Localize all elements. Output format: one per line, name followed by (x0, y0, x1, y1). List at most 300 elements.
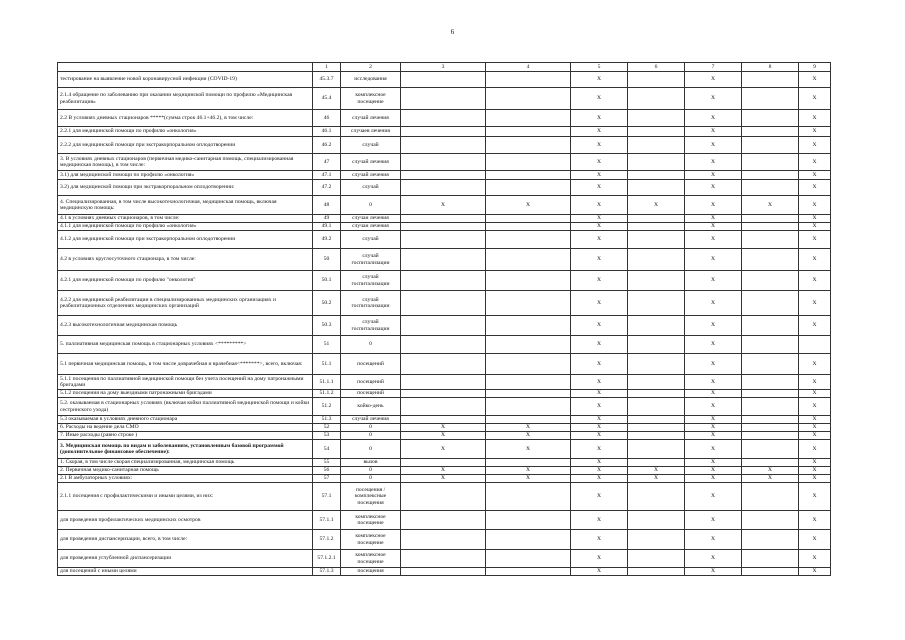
value-cell (401, 390, 486, 398)
column-header: 4 (486, 63, 571, 72)
value-cell: X (685, 196, 742, 215)
row-number: 50 (313, 249, 341, 271)
value-cell: X (401, 196, 486, 215)
row-unit: койко-день (341, 398, 401, 416)
table-row (58, 550, 831, 568)
value-cell (628, 249, 685, 271)
row-name: 2.2.2 для медицинской помощи при экстракорпоральном оплодотворении (58, 137, 313, 154)
value-cell: X (571, 390, 628, 398)
value-cell (486, 530, 571, 550)
row-unit: случай (341, 231, 401, 249)
row-unit: 0 (341, 424, 401, 432)
row-number: 57.1.2.1 (313, 550, 341, 568)
value-cell: X (799, 568, 831, 576)
value-cell: X (571, 375, 628, 390)
value-cell: X (685, 316, 742, 336)
value-cell: X (799, 398, 831, 416)
row-unit: посещений (341, 354, 401, 375)
value-cell (742, 459, 799, 467)
value-cell (401, 231, 486, 249)
value-cell: X (685, 127, 742, 137)
value-cell: X (571, 171, 628, 180)
value-cell (486, 223, 571, 231)
value-cell (742, 398, 799, 416)
value-cell: X (571, 467, 628, 475)
value-cell (628, 316, 685, 336)
value-cell: X (571, 475, 628, 483)
value-cell: X (571, 223, 628, 231)
value-cell: X (685, 398, 742, 416)
value-cell: X (799, 110, 831, 127)
value-cell: X (571, 137, 628, 154)
value-cell (401, 180, 486, 196)
value-cell (742, 375, 799, 390)
table-row (58, 440, 831, 459)
table-row (58, 291, 831, 316)
row-number: 50.3 (313, 316, 341, 336)
value-cell (742, 511, 799, 530)
value-cell (628, 432, 685, 440)
table-row (58, 196, 831, 215)
value-cell (742, 231, 799, 249)
row-name: 5.1.2 посещения на дому выездными патронажными бригадами (58, 390, 313, 398)
column-header: 6 (628, 63, 685, 72)
value-cell: X (571, 398, 628, 416)
value-cell (628, 215, 685, 223)
value-cell (401, 483, 486, 511)
value-cell: X (571, 440, 628, 459)
value-cell: X (685, 215, 742, 223)
value-cell: X (486, 467, 571, 475)
table-row (58, 223, 831, 231)
value-cell (628, 271, 685, 291)
value-cell (628, 154, 685, 171)
value-cell: X (685, 137, 742, 154)
value-cell: X (799, 72, 831, 88)
value-cell: X (685, 459, 742, 467)
value-cell: X (628, 467, 685, 475)
row-unit: случай госпитализации (341, 291, 401, 316)
value-cell: X (571, 196, 628, 215)
value-cell: X (685, 550, 742, 568)
table-row (58, 416, 831, 424)
table-row (58, 432, 831, 440)
value-cell (486, 390, 571, 398)
value-cell (486, 568, 571, 576)
value-cell (486, 483, 571, 511)
row-unit: 0 (341, 432, 401, 440)
value-cell: X (799, 271, 831, 291)
value-cell (401, 530, 486, 550)
value-cell: X (486, 432, 571, 440)
value-cell (401, 316, 486, 336)
value-cell (401, 154, 486, 171)
row-number: 57.1.3 (313, 568, 341, 576)
value-cell (486, 459, 571, 467)
value-cell (401, 137, 486, 154)
row-number: 57.1.1 (313, 511, 341, 530)
column-header: 2 (341, 63, 401, 72)
value-cell (401, 336, 486, 354)
value-cell: X (685, 568, 742, 576)
table-row (58, 271, 831, 291)
row-number: 51 (313, 336, 341, 354)
value-cell (401, 511, 486, 530)
column-header: 3 (401, 63, 486, 72)
value-cell (628, 398, 685, 416)
value-cell: X (799, 432, 831, 440)
row-name: 4.2.3 высокотехнологичная медицинская помощь (58, 316, 313, 336)
value-cell (628, 180, 685, 196)
value-cell: X (571, 336, 628, 354)
value-cell (401, 223, 486, 231)
value-cell (742, 424, 799, 432)
row-number: 57.1 (313, 483, 341, 511)
value-cell: X (571, 416, 628, 424)
value-cell: X (799, 483, 831, 511)
value-cell: X (685, 72, 742, 88)
value-cell: X (401, 432, 486, 440)
value-cell (742, 154, 799, 171)
row-name: 5. паллиативная медицинская помощь в стационарных условиях <*********> (58, 336, 313, 354)
value-cell: X (571, 72, 628, 88)
value-cell: X (742, 196, 799, 215)
row-number: 46 (313, 110, 341, 127)
value-cell: X (799, 390, 831, 398)
value-cell: X (571, 127, 628, 137)
column-header: 8 (742, 63, 799, 72)
row-name: тестирование на выявление новой коронавирусной инфекции (COVID-19) (58, 72, 313, 88)
row-unit: случаев лечения (341, 127, 401, 137)
value-cell (486, 398, 571, 416)
row-number: 47.1 (313, 171, 341, 180)
value-cell (486, 137, 571, 154)
value-cell: X (628, 475, 685, 483)
value-cell (401, 72, 486, 88)
value-cell (628, 375, 685, 390)
value-cell (628, 291, 685, 316)
value-cell: X (799, 171, 831, 180)
column-header: 1 (313, 63, 341, 72)
value-cell (799, 336, 831, 354)
row-unit: 0 (341, 467, 401, 475)
value-cell: X (401, 440, 486, 459)
value-cell (628, 137, 685, 154)
table-row (58, 467, 831, 475)
value-cell: X (799, 375, 831, 390)
row-number: 49.1 (313, 223, 341, 231)
table-row (58, 154, 831, 171)
value-cell: X (799, 215, 831, 223)
value-cell (486, 336, 571, 354)
row-name: 4.2.2 для медицинской реабилитации в специализированных медицинских организациях и реабилитационных отделениях медицинских организаций (58, 291, 313, 316)
value-cell (628, 171, 685, 180)
table-row (58, 375, 831, 390)
value-cell (628, 550, 685, 568)
value-cell: X (628, 196, 685, 215)
value-cell: X (799, 475, 831, 483)
value-cell: X (571, 432, 628, 440)
value-cell (486, 110, 571, 127)
value-cell: X (486, 475, 571, 483)
value-cell: X (486, 196, 571, 215)
value-cell (401, 459, 486, 467)
value-cell (628, 231, 685, 249)
value-cell: X (685, 88, 742, 110)
value-cell (486, 291, 571, 316)
value-cell (742, 483, 799, 511)
value-cell (628, 440, 685, 459)
value-cell (401, 416, 486, 424)
value-cell: X (685, 432, 742, 440)
value-cell (486, 215, 571, 223)
value-cell (486, 154, 571, 171)
table-row (58, 398, 831, 416)
row-number: 47 (313, 154, 341, 171)
value-cell: X (799, 137, 831, 154)
row-name: 5.1.1 посещения по паллиативной медицинской помощи без учета посещений на дому патронажными бригадами (58, 375, 313, 390)
row-name: 3.2) для медицинской помощи при экстракорпоральном оплодотворении: (58, 180, 313, 196)
value-cell: X (571, 215, 628, 223)
value-cell (742, 550, 799, 568)
row-unit: случай лечения (341, 154, 401, 171)
value-cell: X (571, 154, 628, 171)
value-cell (628, 223, 685, 231)
table-row (58, 530, 831, 550)
table-row (58, 459, 831, 467)
value-cell: X (685, 336, 742, 354)
value-cell: X (685, 291, 742, 316)
row-number: 46.2 (313, 137, 341, 154)
value-cell: X (685, 416, 742, 424)
row-unit: комплексное посещение (341, 88, 401, 110)
column-header: 5 (571, 63, 628, 72)
row-unit: посещения / комплексные посещения (341, 483, 401, 511)
value-cell (742, 215, 799, 223)
value-cell: X (799, 550, 831, 568)
row-name: 1. Скорая, в том числе скорая специализированная, медицинская помощь (58, 459, 313, 467)
value-cell (628, 72, 685, 88)
value-cell (628, 416, 685, 424)
value-cell: X (742, 475, 799, 483)
value-cell (628, 424, 685, 432)
value-cell (401, 215, 486, 223)
value-cell (628, 568, 685, 576)
value-cell: X (486, 424, 571, 432)
value-cell: X (799, 511, 831, 530)
row-number: 56 (313, 467, 341, 475)
row-name: 3.1) для медицинской помощи по профилю «онкология» (58, 171, 313, 180)
value-cell: X (799, 291, 831, 316)
value-cell: X (685, 467, 742, 475)
row-number: 51.1.1 (313, 375, 341, 390)
value-cell: X (799, 223, 831, 231)
row-name: 2.1 В амбулаторных условиях: (58, 475, 313, 483)
table-row (58, 354, 831, 375)
value-cell (486, 375, 571, 390)
value-cell (742, 180, 799, 196)
value-cell (742, 223, 799, 231)
value-cell (628, 88, 685, 110)
row-name: 2.1.1 посещения с профилактическими и иными целями, из них: (58, 483, 313, 511)
value-cell: X (571, 568, 628, 576)
value-cell: X (742, 467, 799, 475)
row-unit: случай госпитализации (341, 271, 401, 291)
row-number: 49.2 (313, 231, 341, 249)
value-cell (486, 88, 571, 110)
value-cell (628, 127, 685, 137)
row-number: 57.1.2 (313, 530, 341, 550)
value-cell (486, 249, 571, 271)
value-cell (628, 459, 685, 467)
row-number: 47.2 (313, 180, 341, 196)
table-row (58, 137, 831, 154)
row-name: 4.2.1 для медицинской помощи по профилю "онкология" (58, 271, 313, 291)
value-cell (486, 180, 571, 196)
value-cell: X (685, 483, 742, 511)
value-cell: X (571, 530, 628, 550)
value-cell: X (571, 271, 628, 291)
value-cell (401, 568, 486, 576)
row-name: 4. Специализированная, в том числе высокотехнологичная, медицинская помощь, включая медицинскую помощь: (58, 196, 313, 215)
value-cell: X (401, 467, 486, 475)
data-table (57, 62, 831, 576)
table-row (58, 316, 831, 336)
value-cell (486, 550, 571, 568)
value-cell (742, 291, 799, 316)
page-number: 6 (450, 28, 455, 36)
row-unit: 0 (341, 336, 401, 354)
row-name: 2.2.1 для медицинской помощи по профилю «онкология» (58, 127, 313, 137)
value-cell: X (799, 127, 831, 137)
value-cell (742, 530, 799, 550)
value-cell (401, 291, 486, 316)
row-name: для посещений с иными целями (58, 568, 313, 576)
row-number: 51.2 (313, 398, 341, 416)
value-cell (742, 88, 799, 110)
value-cell (628, 390, 685, 398)
row-name: 3. Медицинская помощь по видам и заболеваниям, установленным базовой программой (дополнительное финансовое обеспечение): (58, 440, 313, 459)
row-unit: случай госпитализации (341, 249, 401, 271)
value-cell: X (685, 231, 742, 249)
value-cell (401, 375, 486, 390)
value-cell (742, 390, 799, 398)
table-row (58, 336, 831, 354)
value-cell: X (401, 424, 486, 432)
table-row (58, 390, 831, 398)
value-cell (628, 530, 685, 550)
value-cell (742, 316, 799, 336)
value-cell (628, 110, 685, 127)
value-cell (401, 271, 486, 291)
value-cell (486, 171, 571, 180)
value-cell (486, 511, 571, 530)
row-name: 4.1.1 для медицинской помощи по профилю «онкология» (58, 223, 313, 231)
value-cell: X (685, 223, 742, 231)
value-cell (401, 127, 486, 137)
row-number: 55 (313, 459, 341, 467)
row-name: 3. В условиях дневных стационаров (первичная медико-санитарная помощь, специализированная медицинская помощь), в том числе: (58, 154, 313, 171)
value-cell: X (685, 440, 742, 459)
value-cell: X (571, 316, 628, 336)
row-unit: случай лечения (341, 416, 401, 424)
value-cell: X (685, 171, 742, 180)
row-name: 5.2. оказываемая в стационарных условиях (включая койки паллиативной медицинской помощи и койки сестринского ухода) (58, 398, 313, 416)
value-cell (401, 354, 486, 375)
value-cell: X (799, 467, 831, 475)
table-row (58, 475, 831, 483)
value-cell: X (799, 424, 831, 432)
column-header (58, 63, 313, 72)
table-row (58, 424, 831, 432)
value-cell: X (799, 354, 831, 375)
row-number: 57 (313, 475, 341, 483)
value-cell (401, 398, 486, 416)
value-cell: X (571, 231, 628, 249)
value-cell: X (685, 154, 742, 171)
value-cell (486, 231, 571, 249)
value-cell (742, 568, 799, 576)
row-name: для проведения диспансеризации, всего, в том числе: (58, 530, 313, 550)
value-cell (401, 88, 486, 110)
value-cell: X (685, 530, 742, 550)
value-cell (628, 336, 685, 354)
value-cell: X (799, 530, 831, 550)
table-row (58, 511, 831, 530)
value-cell (742, 249, 799, 271)
table-row (58, 127, 831, 137)
table-row (58, 72, 831, 88)
row-name: 4.2 в условиях круглосуточного стационара, в том числе: (58, 249, 313, 271)
value-cell (742, 72, 799, 88)
row-unit: комплексное посещение (341, 530, 401, 550)
value-cell (628, 511, 685, 530)
value-cell: X (486, 440, 571, 459)
value-cell (401, 249, 486, 271)
table-row (58, 88, 831, 110)
row-number: 53 (313, 432, 341, 440)
row-name: 7. Иные расходы (равно строке ) (58, 432, 313, 440)
row-unit: 0 (341, 475, 401, 483)
value-cell: X (685, 180, 742, 196)
value-cell: X (685, 424, 742, 432)
table-row (58, 110, 831, 127)
row-number: 51.3 (313, 416, 341, 424)
table-row (58, 249, 831, 271)
value-cell: X (685, 390, 742, 398)
value-cell: X (571, 459, 628, 467)
row-unit: случай лечения (341, 171, 401, 180)
table-row (58, 215, 831, 223)
row-number: 46.1 (313, 127, 341, 137)
value-cell: X (685, 271, 742, 291)
value-cell: X (685, 375, 742, 390)
value-cell: X (571, 88, 628, 110)
value-cell (742, 416, 799, 424)
value-cell (742, 271, 799, 291)
value-cell (742, 127, 799, 137)
row-name: 2.2 В условиях дневных стационаров *****(сумма строк 46.1+46.2), в том числе: (58, 110, 313, 127)
value-cell: X (685, 354, 742, 375)
row-unit: комплексное посещение (341, 550, 401, 568)
value-cell: X (571, 180, 628, 196)
value-cell (742, 110, 799, 127)
value-cell (742, 171, 799, 180)
value-cell: X (685, 511, 742, 530)
column-header: 7 (685, 63, 742, 72)
value-cell (486, 316, 571, 336)
table-row (58, 180, 831, 196)
